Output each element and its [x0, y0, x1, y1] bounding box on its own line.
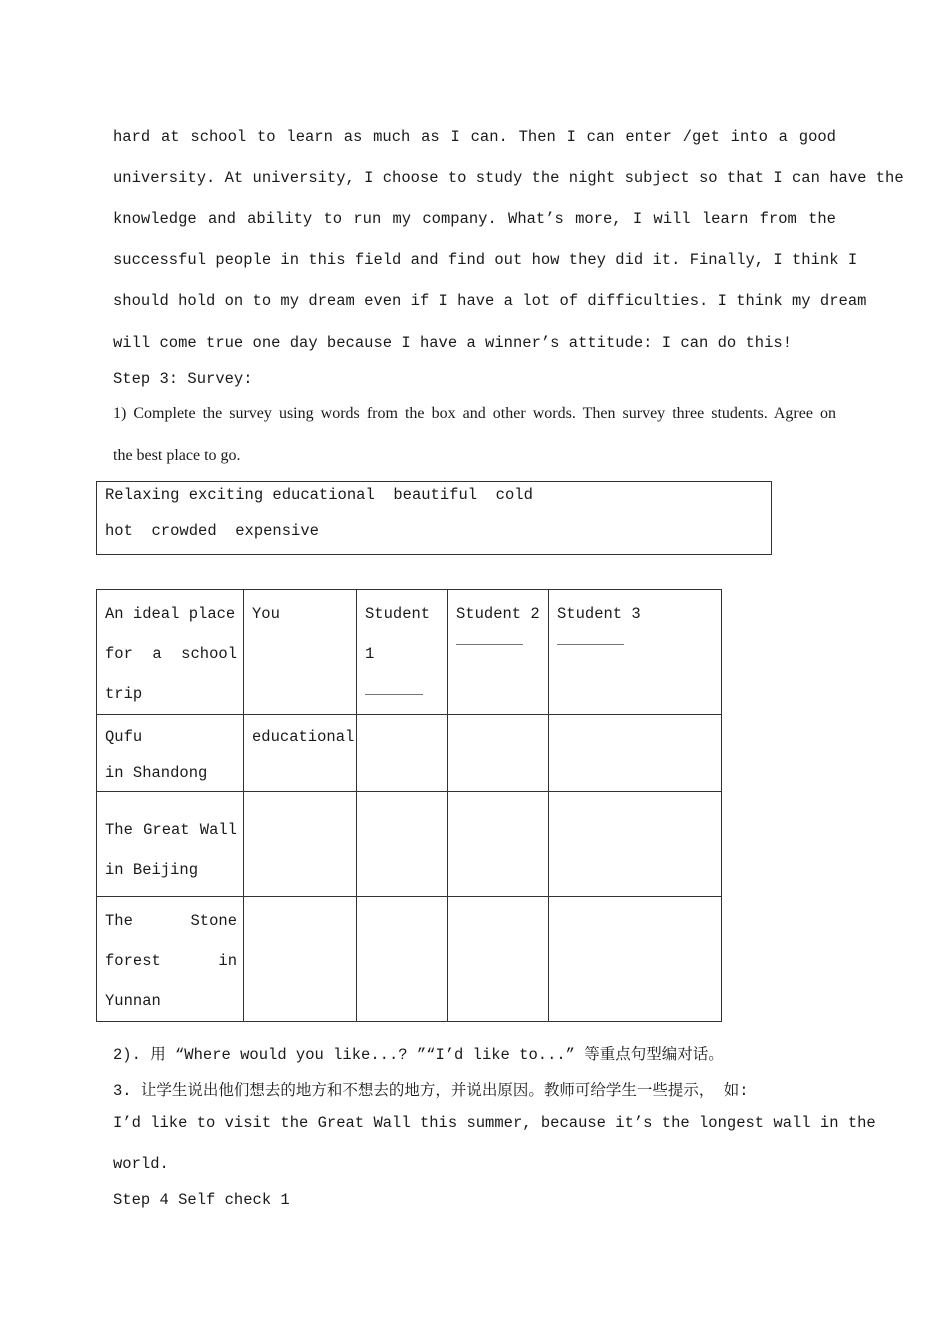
instruction-line: the best place to go.: [113, 447, 241, 464]
example-line: world.: [113, 1155, 169, 1173]
you-cell: educational: [244, 715, 357, 792]
paragraph-line: will come true one day because I have a winner’s attitude: I can do this!: [113, 334, 793, 352]
header-student2-label: Student 2: [456, 605, 540, 623]
paragraph-line: knowledge and ability to run my company. What’s more, I will learn from the: [113, 210, 836, 228]
word-box-line: hot crowded expensive: [105, 522, 319, 540]
student3-cell[interactable]: [549, 897, 722, 1022]
paragraph-line: successful people in this field and find out how they did it. Finally, I think I: [113, 251, 858, 269]
header-place-line: An ideal place: [105, 605, 236, 623]
instruction-line: 1) Complete the survey using words from the box and other words. Then survey three students. Agree on: [113, 405, 836, 422]
table-row: [97, 792, 722, 897]
place-line: The Great Wall: [105, 821, 237, 839]
paragraph-line: hard at school to learn as much as I can. Then I can enter /get into a good: [113, 128, 836, 146]
place-line: Yunnan: [105, 992, 161, 1010]
header-place-line: for a school: [105, 645, 237, 663]
place-line: Qufu: [105, 728, 143, 746]
survey-table: [96, 589, 722, 1022]
student1-blank[interactable]: [365, 693, 423, 695]
header-you-cell: [244, 590, 357, 715]
paragraph-line: university. At university, I choose to study the night subject so that I can have the: [113, 169, 904, 187]
paragraph-line: should hold on to my dream even if I have a lot of difficulties. I think my dream: [113, 292, 867, 310]
table-row: [97, 715, 722, 792]
place-line: forest in: [105, 952, 237, 970]
word-box-line: Relaxing exciting educational beautiful cold: [105, 486, 533, 504]
place-line: in Shandong: [105, 764, 208, 782]
place-cell: [97, 792, 244, 897]
student3-cell[interactable]: [549, 715, 722, 792]
header-student2-cell: [448, 590, 549, 715]
student3-cell[interactable]: [549, 792, 722, 897]
place-line: The Stone: [105, 912, 237, 930]
student2-cell[interactable]: [448, 715, 549, 792]
header-student1-line: Student: [365, 605, 431, 623]
student3-blank[interactable]: [557, 643, 624, 645]
student2-cell[interactable]: [448, 897, 549, 1022]
header-you-label: You: [252, 605, 280, 623]
header-student1-line: 1: [365, 645, 375, 663]
header-student1-cell: [357, 590, 448, 715]
word-box: [96, 481, 772, 555]
student1-cell[interactable]: [357, 897, 448, 1022]
example-line: I’d like to visit the Great Wall this summer, because it’s the longest wall in the: [113, 1114, 876, 1132]
student1-cell[interactable]: [357, 715, 448, 792]
you-cell: [244, 792, 357, 897]
task3-line: 3. 让学生说出他们想去的地方和不想去的地方，并说出原因。教师可给学生一些提示， 如:: [113, 1082, 749, 1100]
student2-blank[interactable]: [456, 643, 523, 645]
student1-cell[interactable]: [357, 792, 448, 897]
header-student3-cell: [549, 590, 722, 715]
table-row: [97, 897, 722, 1022]
task2-line: 2). 用 “Where would you like...? ”“I’d like to...” 等重点句型编对话。: [113, 1046, 724, 1064]
place-cell: [97, 715, 244, 792]
place-line: in Beijing: [105, 861, 199, 879]
step3-heading: Step 3: Survey:: [113, 370, 253, 388]
header-place-line: trip: [105, 685, 143, 703]
step4-heading: Step 4 Self check 1: [113, 1191, 290, 1209]
you-cell: [244, 897, 357, 1022]
student2-cell[interactable]: [448, 792, 549, 897]
table-header-row: [97, 590, 722, 715]
place-cell: [97, 897, 244, 1022]
header-student3-label: Student 3: [557, 605, 641, 623]
header-place-cell: [97, 590, 244, 715]
